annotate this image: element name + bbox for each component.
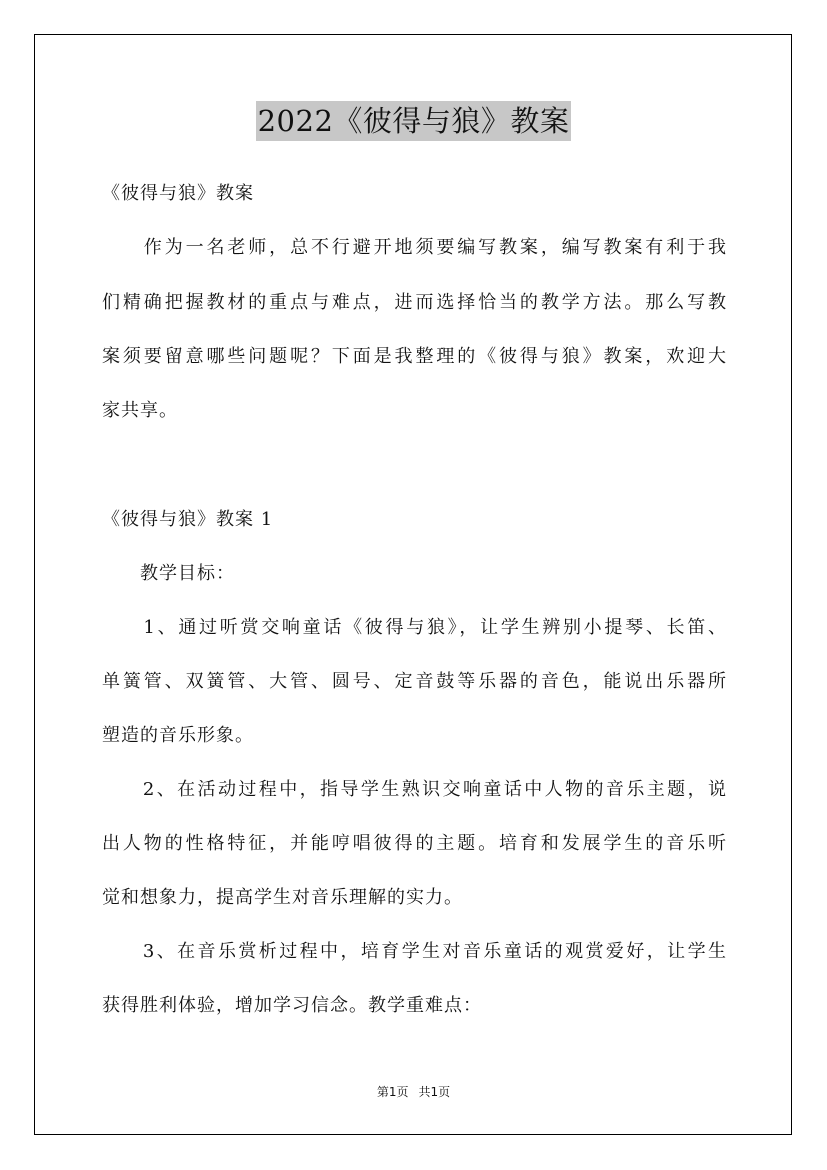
subtitle: 《彼得与狼》教案 bbox=[102, 183, 254, 204]
body-line-1: 教学目标： bbox=[102, 563, 235, 584]
body-line-7: 觉和想象力，提高学生对音乐理解的实力。 bbox=[102, 887, 463, 908]
section-heading: 《彼得与狼》教案 1 bbox=[102, 509, 274, 530]
body-line-8: 3、在音乐赏析过程中，培育学生对音乐童话的观赏爱好，让学生 bbox=[102, 941, 727, 962]
body-line-2: 1、通过听赏交响童话《彼得与狼》，让学生辨别小提琴、长笛、 bbox=[102, 617, 727, 638]
body-line-4: 塑造的音乐形象。 bbox=[102, 725, 254, 746]
intro-line-2: 们精确把握教材的重点与难点，进而选择恰当的教学方法。那么写教 bbox=[102, 292, 727, 313]
body-line-3: 单簧管、双簧管、大管、圆号、定音鼓等乐器的音色，能说出乐器所 bbox=[102, 671, 727, 692]
intro-line-1: 作为一名老师，总不行避开地须要编写教案，编写教案有利于我 bbox=[102, 237, 727, 258]
title-container bbox=[0, 101, 827, 141]
body-line-9: 获得胜利体验，增加学习信念。教学重难点： bbox=[102, 995, 482, 1016]
intro-line-3: 案须要留意哪些问题呢？下面是我整理的《彼得与狼》教案，欢迎大 bbox=[102, 346, 727, 367]
body-line-5: 2、在活动过程中，指导学生熟识交响童话中人物的音乐主题，说 bbox=[102, 779, 727, 800]
body-line-6: 出人物的性格特征，并能哼唱彼得的主题。培育和发展学生的音乐听 bbox=[102, 833, 727, 854]
page-footer bbox=[0, 1084, 827, 1100]
page-number: 第1页 bbox=[376, 1085, 409, 1099]
document-title: 2022《彼得与狼》教案 bbox=[256, 101, 572, 141]
page-total: 共1页 bbox=[418, 1085, 451, 1099]
intro-line-4: 家共享。 bbox=[102, 400, 178, 421]
